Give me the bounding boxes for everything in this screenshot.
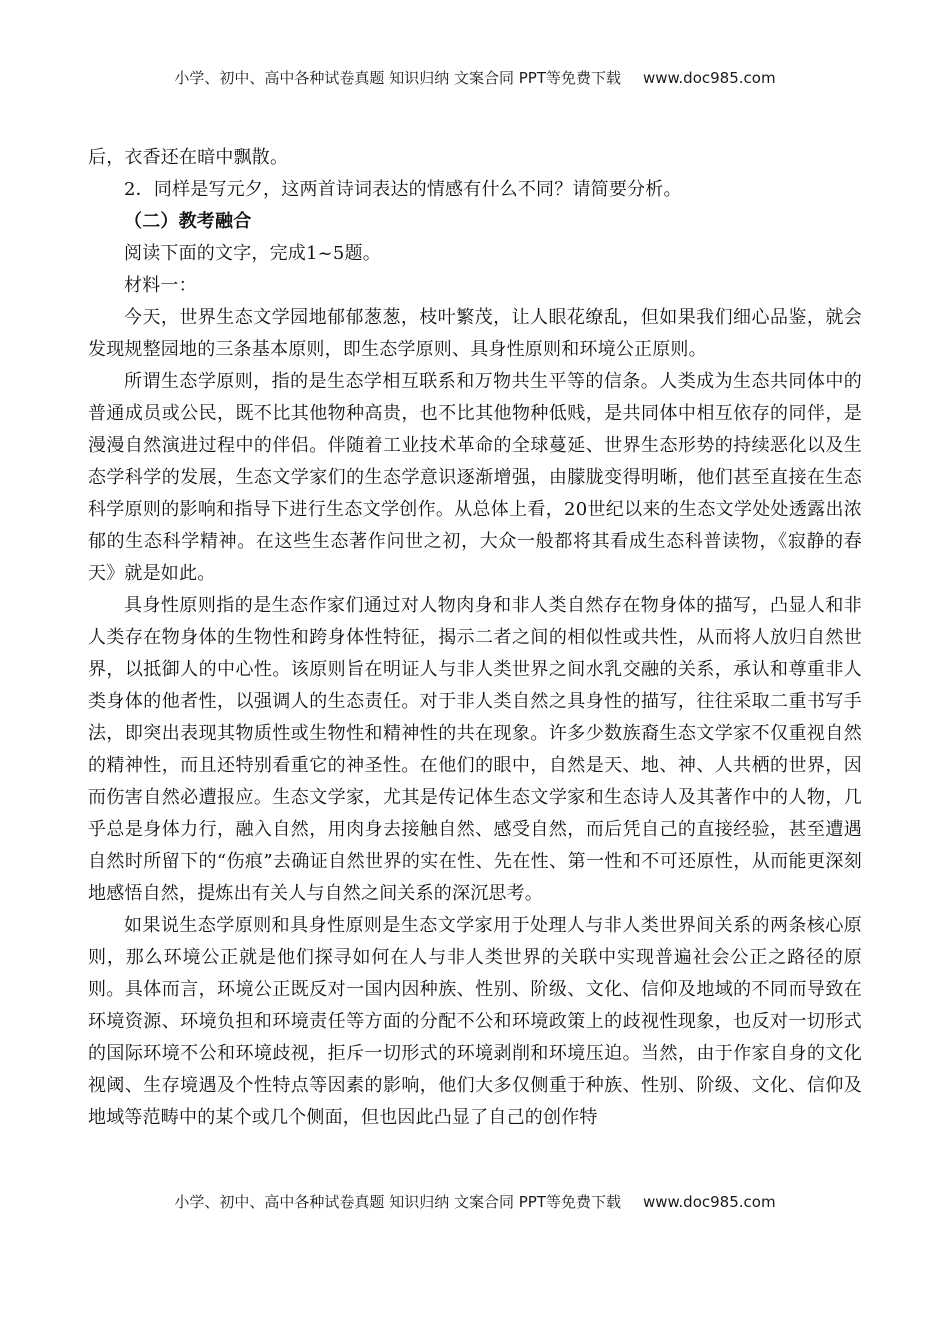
- instruction: 阅读下面的文字，完成1~5题。: [124, 243, 381, 264]
- paragraph-4: 如果说生态学原则和具身性原则是生态文学家用于处理人与非人类世界间关系的两条核心原则，那么环境公正就是他们探寻如何在人与非人类世界的关联中实现普遍社会公正之路径的原则。具体而言，环境公正既反对一国内因种族、性别、阶级、文化、信仰及地域的不同而导致在环境资源、环境负担和环境责任等方面的分配不公和环境政策上的歧视性现象，也反对一切形式的国际环境不公和环境歧视，拒斥一切形式的环境剥削和环境压迫。当然，由于作家自身的文化视阈、生存境遇及个性特点等因素的影响，他们大多仅侧重于种族、性别、阶级、文化、信仰及地域等范畴中的某个或几个侧面，但也因此凸显了自己的创作特: [88, 915, 862, 1128]
- page-footer: [0, 1191, 950, 1212]
- line-continuation: 后，衣香还在暗中飘散。: [88, 147, 289, 168]
- document-body: [88, 142, 862, 1134]
- section-heading: （二）教考融合: [124, 211, 252, 232]
- header-text: 小学、初中、高中各种试卷真题 知识归纳 文案合同 PPT等免费下载: [174, 69, 621, 87]
- paragraph-1: 今天，世界生态文学园地郁郁葱葱，枝叶繁茂，让人眼花缭乱，但如果我们细心品鉴，就会发现规整园地的三条基本原则，即生态学原则、具身性原则和环境公正原则。: [88, 307, 862, 360]
- question-2: 2．同样是写元夕，这两首诗词表达的情感有什么不同？请简要分析。: [124, 179, 682, 200]
- header-url[interactable]: www.doc985.com: [642, 69, 776, 87]
- material-label: 材料一：: [124, 275, 197, 296]
- page-header: [0, 67, 950, 88]
- footer-text: 小学、初中、高中各种试卷真题 知识归纳 文案合同 PPT等免费下载: [174, 1193, 621, 1211]
- paragraph-2: 所谓生态学原则，指的是生态学相互联系和万物共生平等的信条。人类成为生态共同体中的普通成员或公民，既不比其他物种高贵，也不比其他物种低贱，是共同体中相互依存的同伴，是漫漫自然演进过程中的伴侣。伴随着工业技术革命的全球蔓延、世界生态形势的持续恶化以及生态学科学的发展，生态文学家们的生态学意识逐渐增强，由朦胧变得明晰，他们甚至直接在生态科学原则的影响和指导下进行生态文学创作。从总体上看，20世纪以来的生态文学处处透露出浓郁的生态科学精神。在这些生态著作问世之初，大众一般都将其看成生态科普读物，《寂静的春天》就是如此。: [88, 371, 862, 584]
- footer-url[interactable]: www.doc985.com: [642, 1193, 776, 1211]
- paragraph-3: 具身性原则指的是生态作家们通过对人物肉身和非人类自然存在物身体的描写，凸显人和非人类存在物身体的生物性和跨身体性特征，揭示二者之间的相似性或共性，从而将人放归自然世界，以抵御人的中心性。该原则旨在明证人与非人类世界之间水乳交融的关系，承认和尊重非人类身体的他者性，以强调人的生态责任。对于非人类自然之具身性的描写，往往采取二重书写手法，即突出表现其物质性或生物性和精神性的共在现象。许多少数族裔生态文学家不仅重视自然的精神性，而且还特别看重它的神圣性。在他们的眼中，自然是天、地、神、人共栖的世界，因而伤害自然必遭报应。生态文学家，尤其是传记体生态文学家和生态诗人及其著作中的人物，几乎总是身体力行，融入自然，用肉身去接触自然、感受自然，而后凭自己的直接经验，甚至遭遇自然时所留下的“伤痕”去确证自然世界的实在性、先在性、第一性和不可还原性，从而能更深刻地感悟自然，提炼出有关人与自然之间关系的深沉思考。: [88, 595, 862, 904]
